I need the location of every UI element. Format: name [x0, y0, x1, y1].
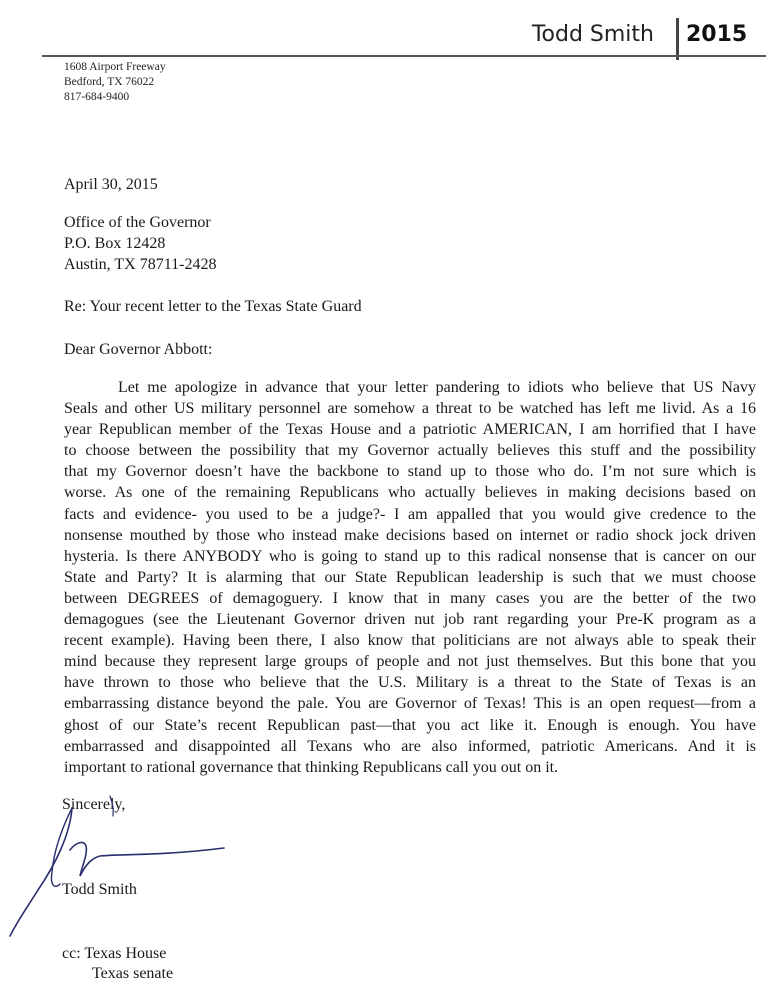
letterhead-year: 2015	[686, 22, 748, 47]
recipient-address	[64, 212, 216, 275]
closing: Sincerely,	[62, 796, 126, 813]
body-line: Seals and other US military personnel are somehow a threat to be watched has left me livid. As a 16	[64, 400, 756, 418]
body-line: that my Governor doesn’t have the backbone to stand up to those who do. I’m not sure which is	[64, 463, 756, 481]
body-line: embarrassed and disappointed all Texans who are also informed, patriotic Americans. And it is	[64, 737, 756, 755]
signer-name: Todd Smith	[62, 881, 137, 898]
body-line: mind because they represent large groups of people and not just themselves. But this bone that you	[64, 653, 756, 671]
salutation: Dear Governor Abbott:	[64, 341, 213, 358]
body-line: worse. As one of the remaining Republicans who actually believes in making decisions based on	[64, 484, 756, 502]
body-line: between DEGREES of demagoguery. I know that in many cases you are the better of the two	[64, 589, 756, 607]
body-line: have thrown to those who believe that the U.S. Military is a threat to the State of Texas is an	[64, 674, 756, 692]
body-line: facts and evidence- you used to be a judge?- I am appalled that you would give credence to the	[64, 505, 756, 523]
body-line: embarrassing distance beyond the pale. You are Governor of Texas! This is an open request—from a	[64, 695, 756, 713]
address-line: 1608 Airport Freeway	[64, 61, 166, 73]
body-line: Let me apologize in advance that your letter pandering to idiots who believe that US Navy	[118, 379, 756, 396]
body-line: to choose between the possibility that my Governor actually believes this stuff and the possibility	[64, 442, 756, 460]
address-phone: 817-684-9400	[64, 91, 130, 103]
recipient-line: Office of the Governor	[64, 214, 211, 231]
body-line: ghost of our State’s recent Republican past—that you act like it. Enough is enough. You have	[64, 716, 756, 734]
body-line: year Republican member of the Texas House and a patriotic AMERICAN, I am horrified that I have	[64, 421, 756, 439]
body-line: demagogues (see the Lieutenant Governor driven nut job rant regarding your Pre-K program as a	[64, 611, 756, 629]
body-line: State and Party? It is alarming that our State Republican leadership is such that we must choose	[64, 568, 756, 586]
body-line: hysteria. Is there ANYBODY who is going to stand up to this radical nonsense that is cancer on our	[64, 547, 756, 565]
body-paragraph	[64, 377, 756, 778]
body-line: recent example). Having been there, I also know that politicians are not always able to speak their	[64, 632, 756, 650]
sender-address	[64, 60, 166, 105]
recipient-line: P.O. Box 12428	[64, 235, 166, 252]
body-line: important to rational governance that thinking Republicans call you out on it.	[64, 758, 559, 776]
letterhead-divider	[676, 18, 679, 60]
cc-line: cc: Texas House	[62, 945, 167, 962]
handwritten-signature	[0, 780, 260, 940]
cc-line: Texas senate	[92, 965, 174, 982]
address-line: Bedford, TX 76022	[64, 76, 155, 88]
body-line: nonsense mouthed by those who instead make decisions based on internet or radio shock jock driven	[64, 526, 756, 544]
recipient-line: Austin, TX 78711-2428	[64, 256, 217, 273]
letterhead-name: Todd Smith	[531, 22, 654, 47]
letter-date: April 30, 2015	[64, 176, 158, 193]
letterhead-rule	[42, 55, 766, 57]
subject-line: Re: Your recent letter to the Texas State Guard	[64, 298, 362, 315]
